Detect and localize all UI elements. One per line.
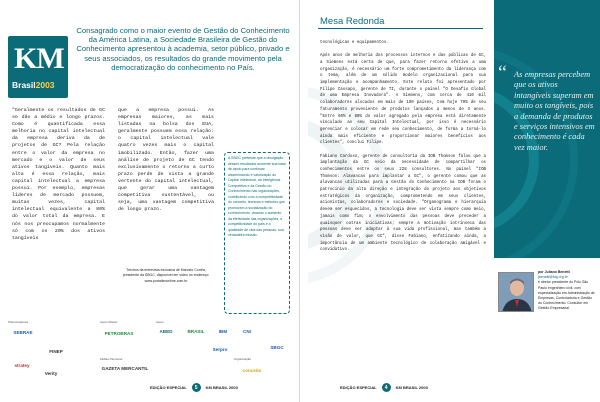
author-description: é diretor presidente do Pólo São Paulo engenheiro civil, com especialização em Administração de Empresas, Controladoria e Gestão do Conhecimento. Consultor em Gestão Empresarial. (538, 280, 595, 311)
sponsors-block (8, 320, 292, 380)
footer-label: EDIÇÃO ESPECIAL (150, 385, 187, 390)
sbgc-info-box: A SBGC pretende que a divulgação desses resultados aumente sua base de apoio para continuar disseminando e valorização do Capital Intelectual, da Inteligência Competitiva e da Gestão do Conhecimento nas organizações, contribuindo com a competitividade do conceito, técnicas e métodos que promovam a socialização do conhecimento, visando o aumento da efetividade das organizações, a competitividade do país e a qualidade de vida das pessoas, sua verdadeira missão. (224, 152, 290, 314)
article-column-2 (118, 107, 214, 213)
organizacao-label: Organização (234, 357, 252, 361)
footer-title: KM BRASIL 2003 (395, 385, 428, 390)
km-brasil-logo (8, 36, 68, 98)
footer-label: EDIÇÃO ESPECIAL (340, 385, 377, 390)
apoio-master-label: Apoio Master (100, 320, 118, 324)
logo-sbgc: SBGC (270, 344, 284, 350)
logo-verity: Verity (44, 370, 58, 376)
author-name: por Juliano Benetti (538, 270, 570, 274)
logo-abed: ABED (159, 328, 173, 334)
logo-sebrae: SEBRAE (13, 329, 33, 335)
paragraph: que a empresa possui. As empresas maiores, as mais listadas na bolsa dos EUA, geralmente possuem essa relação: o capital intelectual vale quatro vezes mais o capital imobilizado. Então, fazer uma análise de projeto de GC tendo exclusivamente o retorno a curto prazo perde de vista a grande vertente do capital intelectual, que gerar uma vantagem competitiva sustentável, ou seja, uma vantagem competitiva de longo prazo. (118, 108, 214, 213)
quote-mark-icon: “ (498, 62, 507, 84)
page-number: 5 (192, 383, 201, 392)
headline: Consagrado como o maior evento de Gestão do Conhecimento da América Latina, a Sociedade Brasileira de Gestão do Conhecimento apresentou à academia, setor público, privado e seus associados, os resultados do grande movimento pela democratização do conhecimento no País. (76, 26, 290, 72)
paragraph: Fabiano Cardoso, gerente de consultoria da IOB Thomson falou que a implantação da GC veio da necessidade de compartilhar os conhecimentos entre os seus 228 consultores. No painel "IOB Thomson: Alavancas para implantar a GC", o gerente comou que as alavancas utilizadas para a Gestão do Conhecimento na IOB foram o patrocínio da alta direção e integração do projeto aos objetivos estratégicos da organização, comprometendo em seus clientes, acionistas, colaboradores e sociedade. "Organograma e hierarquia devem ser esquecidos, a tecnologia deve ser vista sempre como meio, jamais como fim; o envolvimento das pessoas deve preceder a quaisquer outras iniciativas; sempre a motivação intrínseca das pessoas deve ser adaptar à sua vida profissional, mas também a visão de valor, que GC", disse Fabiano, enfatizando ainda, a importância de um ambiente tecnológico de colaboração amigável e convidativo. (320, 154, 486, 253)
author-email[interactable]: jbenetti@fdg.org.br (538, 275, 568, 280)
logo-conceito: conceito (242, 367, 262, 373)
quote-panel (494, 0, 600, 258)
logo-petrobras: PETROBRAS (104, 330, 134, 336)
right-footer (340, 383, 428, 392)
author-bio (538, 270, 596, 312)
apoio-label: Apoio (156, 320, 164, 324)
logo-gazeta: GAZETA MERCANTIL (101, 365, 149, 371)
article-column-1 (12, 107, 105, 249)
section-title: Mesa Redonda (318, 16, 483, 29)
logo-cni: CNI (243, 328, 251, 334)
paragraph: Após anos de melhoria dos processos internos e das públicas de GC, a Siemens está certa de que, para fazer retorno efetivo a uma organização, é necessário um forte comprometimento da liderança com o tema, além de um sólido modelo organizacional para sua implementação e acompanhamento. Este relato foi apresentado por Filipe Cassapo, gerente de TI, durante o painel "O Desafio Global de uma Empresa Inovadora". A Siemens, com cerca de 410 mil colaboradores alocados em mais de 190 países, tem hoje 70% de seu faturamento proveniente de produtos lançados a menos de 3 anos. "Entre 60% e 80% do valor agregado pela empresa está diretamente vinculado ao seu Capital Intelectual, por isso é necessário gerenciar e colocar em rede seu conhecimento, de forma a torná-lo ainda mais eficiente e proporcionar maiores benefícios aos clientes", conclui Filipe. (320, 54, 486, 146)
paragraph: tecnológicas e equipamentos. (320, 41, 389, 45)
logo-serpro: Serpro (212, 346, 228, 352)
logo-brasil: BRASIL (187, 328, 205, 334)
pull-quote: As empresas percebem que os ativos intangíveis superam em muito os tangíveis, pois a demanda de produtos e serviços intensivos em conhecimento é cada vez maior. (514, 70, 595, 152)
left-footer (150, 383, 238, 392)
article-body (320, 40, 486, 261)
author-photo (498, 272, 534, 312)
page-number: 4 (382, 383, 391, 392)
sponsors-label: Patrocinadores (8, 320, 29, 324)
paragraph: "Geralmente os resultados de GC se dão a médio e longo prazos. Como é quantificada essa melhoria no capital intelectual da empresa deriva da de projetos de GC? Pela relação entre o valor da empresa no mercado e o valor de seus ativos tangíveis. Quanto mais alta é essa relação, mais capital intelectual a empresa possui. Por exemplo, empresas líderes de mercado possuem, muitas vezes, capital intelectual equivalente a 80% do valor total da empresa. E nós nos preocupamos normalmente só com os 20% dos ativos tangíveis (12, 108, 105, 241)
logo-stratey: stratey (14, 362, 30, 368)
right-page (300, 0, 600, 402)
logo-km: KM (14, 42, 64, 75)
footer-title: KM BRASIL 2003 (205, 385, 238, 390)
logo-ibm: IBM (218, 328, 228, 334)
logo-finep: FINEP (49, 348, 63, 354)
credits-note: Trechos da entrevista exclusiva de Marcelo Corrêa, presidente da SBGC, disponível em vídeo no endereço: www.portalkmonline.com.br (122, 268, 210, 283)
midias-label: Mídias Parceiras (100, 357, 123, 361)
logo-brasil: Brasil2003 (12, 80, 55, 90)
